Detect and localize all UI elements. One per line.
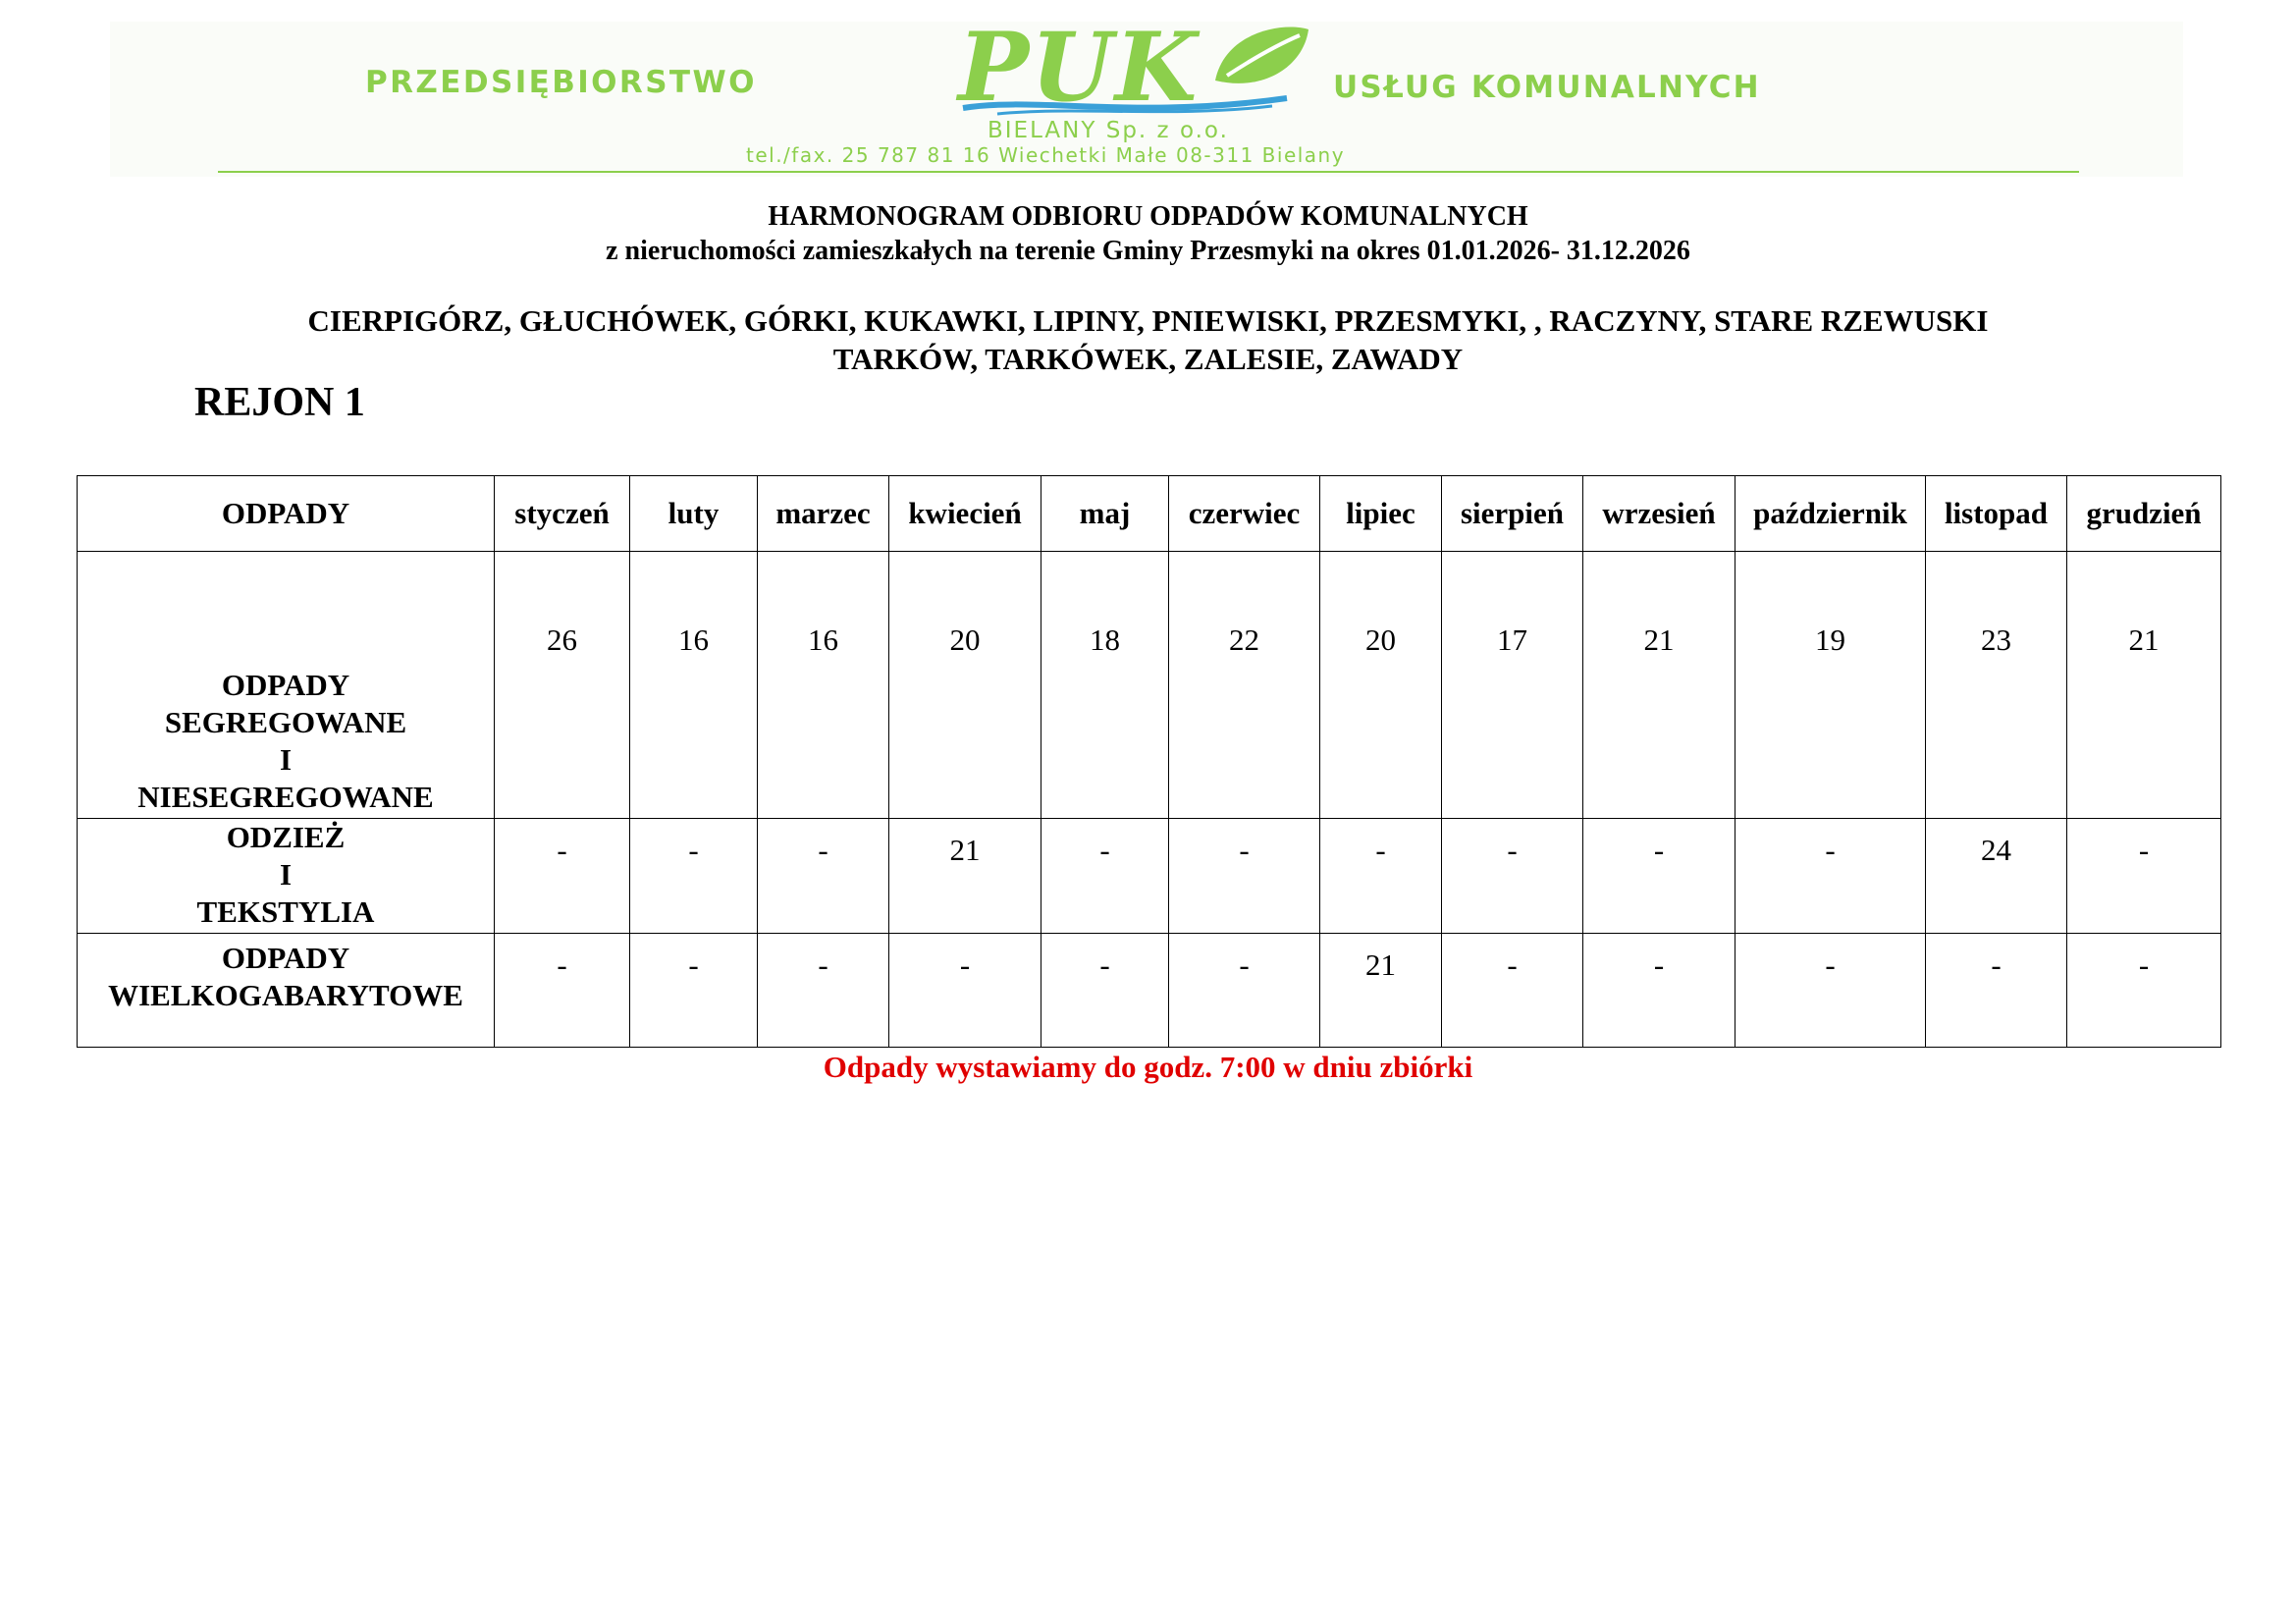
header-cell: ODPADY <box>78 476 495 552</box>
header-cell: wrzesień <box>1583 476 1735 552</box>
table-row <box>78 552 2221 819</box>
row-label: ODPADY WIELKOGABARYTOWE <box>78 934 495 1048</box>
header-cell: marzec <box>758 476 889 552</box>
table-cell: 17 <box>1442 552 1583 819</box>
table-cell: - <box>1169 934 1320 1048</box>
table-cell: - <box>1735 934 1926 1048</box>
table-row <box>78 819 2221 934</box>
collection-note: Odpady wystawiamy do godz. 7:00 w dniu zbiórki <box>823 1050 1473 1084</box>
header-cell: listopad <box>1926 476 2067 552</box>
table-cell: - <box>758 934 889 1048</box>
document-title: HARMONOGRAM ODBIORU ODPADÓW KOMUNALNYCH <box>768 201 1528 232</box>
header-cell: grudzień <box>2067 476 2221 552</box>
region-label: REJON 1 <box>194 380 365 425</box>
header-cell: lipiec <box>1320 476 1442 552</box>
table-cell: - <box>1583 819 1735 934</box>
header-cell: kwiecień <box>889 476 1041 552</box>
header-cell: maj <box>1041 476 1169 552</box>
table-cell: 21 <box>889 819 1041 934</box>
leaf-icon <box>1205 22 1313 95</box>
table-cell: - <box>1926 934 2067 1048</box>
table-cell: 21 <box>1583 552 1735 819</box>
villages-line-2: TARKÓW, TARKÓWEK, ZALESIE, ZAWADY <box>832 342 1464 376</box>
table-cell: - <box>1169 819 1320 934</box>
table-cell: - <box>889 934 1041 1048</box>
header-divider <box>218 171 2079 173</box>
table-cell: 20 <box>1320 552 1442 819</box>
villages-line-1: CIERPIGÓRZ, GŁUCHÓWEK, GÓRKI, KUKAWKI, LIPINY, PNIEWISKI, PRZESMYKI, , RACZYNY, STARE RZEWUSKI <box>307 303 1989 338</box>
table-cell: - <box>1583 934 1735 1048</box>
company-subname: BIELANY Sp. z o.o. <box>988 118 1229 143</box>
header-cell: sierpień <box>1442 476 1583 552</box>
table-cell: 26 <box>495 552 630 819</box>
table-cell: - <box>1041 819 1169 934</box>
table-cell: 24 <box>1926 819 2067 934</box>
row-label: ODPADY SEGREGOWANE I NIESEGREGOWANE <box>78 552 495 819</box>
table-cell: - <box>630 934 758 1048</box>
company-name-right: USŁUG KOMUNALNYCH <box>1333 70 1761 105</box>
table-cell: - <box>495 934 630 1048</box>
table-cell: - <box>1442 934 1583 1048</box>
table-cell: 16 <box>630 552 758 819</box>
company-logo-text: PUK <box>958 12 1200 123</box>
table-cell: 19 <box>1735 552 1926 819</box>
table-cell: - <box>1735 819 1926 934</box>
table-header-row <box>78 476 2221 552</box>
header-cell: luty <box>630 476 758 552</box>
table-cell: - <box>630 819 758 934</box>
table-cell: - <box>758 819 889 934</box>
row-label: ODZIEŻ I TEKSTYLIA <box>78 819 495 934</box>
table-cell: 22 <box>1169 552 1320 819</box>
header-cell: czerwiec <box>1169 476 1320 552</box>
table-cell: - <box>1041 934 1169 1048</box>
table-cell: 21 <box>2067 552 2221 819</box>
table-cell: - <box>1442 819 1583 934</box>
table-cell: 16 <box>758 552 889 819</box>
document-subtitle: z nieruchomości zamieszkałych na terenie Gminy Przesmyki na okres 01.01.2026- 31.12.2026 <box>606 236 1690 266</box>
table-cell: - <box>2067 819 2221 934</box>
table-cell: - <box>1320 819 1442 934</box>
table-cell: 20 <box>889 552 1041 819</box>
table-cell: 18 <box>1041 552 1169 819</box>
villages-list <box>0 301 2296 378</box>
table-cell: 23 <box>1926 552 2067 819</box>
table-row <box>78 934 2221 1048</box>
table-cell: - <box>2067 934 2221 1048</box>
table-cell: - <box>495 819 630 934</box>
wave-graphic <box>958 90 1292 118</box>
schedule-table <box>77 475 2221 1048</box>
header-cell: styczeń <box>495 476 630 552</box>
company-contact: tel./fax. 25 787 81 16 Wiechetki Małe 08-311 Bielany <box>746 143 1346 167</box>
header-cell: październik <box>1735 476 1926 552</box>
company-name-left: PRZEDSIĘBIORSTWO <box>365 65 757 100</box>
table-cell: 21 <box>1320 934 1442 1048</box>
